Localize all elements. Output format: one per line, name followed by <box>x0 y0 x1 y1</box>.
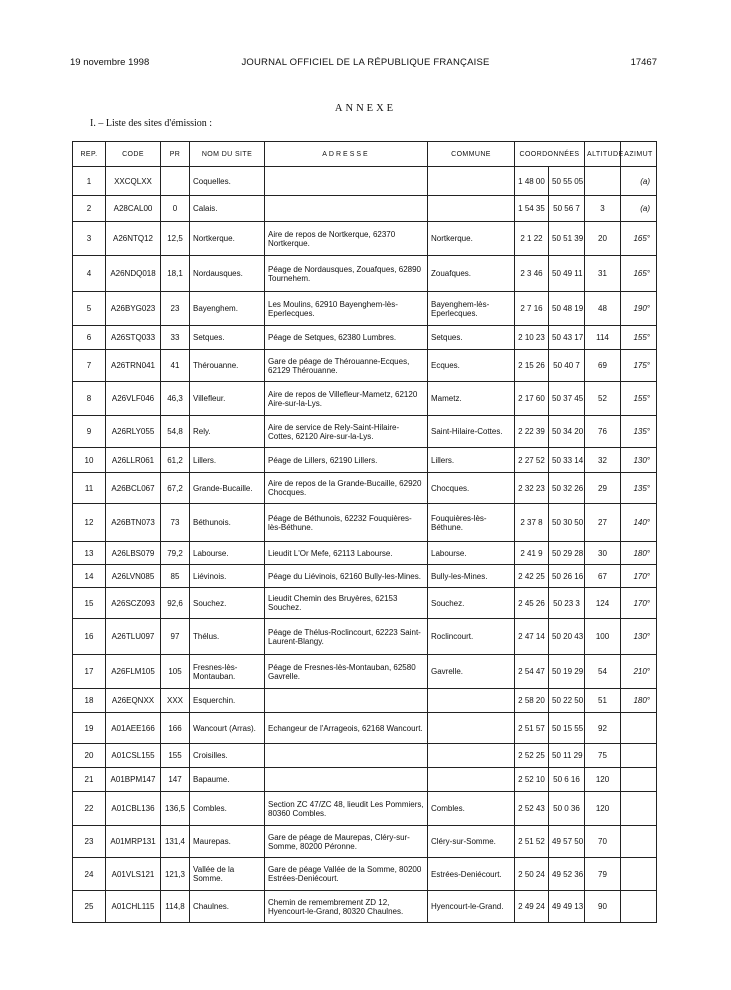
adresse-cell: Péage de Thélus-Roclincourt, 62223 Saint-Laurent-Blangy. <box>265 619 428 655</box>
table-row <box>73 196 657 222</box>
latitude-cell: 50 20 43 <box>549 619 585 655</box>
commune-cell: Roclincourt. <box>428 619 515 655</box>
latitude-cell: 50 37 45 <box>549 382 585 416</box>
rep-cell: 22 <box>73 792 106 826</box>
azimut-cell <box>621 768 657 792</box>
rep-cell: 9 <box>73 416 106 448</box>
table-row <box>73 689 657 713</box>
commune-cell: Chocques. <box>428 473 515 504</box>
rep-cell: 11 <box>73 473 106 504</box>
azimut-cell <box>621 744 657 768</box>
commune-cell: Mametz. <box>428 382 515 416</box>
longitude-cell: 2 45 26 <box>515 588 549 619</box>
altitude-cell: 30 <box>585 542 621 565</box>
nom-cell: Lillers. <box>190 448 265 473</box>
nom-cell: Rely. <box>190 416 265 448</box>
latitude-cell: 50 56 7 <box>549 196 585 222</box>
table-row <box>73 858 657 891</box>
commune-cell: Labourse. <box>428 542 515 565</box>
commune-cell: Gavrelle. <box>428 655 515 689</box>
adresse-cell <box>265 167 428 196</box>
pr-cell: 67,2 <box>161 473 190 504</box>
azimut-cell: (a) <box>621 167 657 196</box>
longitude-cell: 2 47 14 <box>515 619 549 655</box>
adresse-cell: Aire de service de Rely-Saint-Hilaire-Cottes, 62120 Aire-sur-la-Lys. <box>265 416 428 448</box>
col-azimut: AZIMUT <box>621 142 657 167</box>
rep-cell: 18 <box>73 689 106 713</box>
code-cell: A01BPM147 <box>106 768 161 792</box>
pr-cell: 92,6 <box>161 588 190 619</box>
longitude-cell: 1 48 00 <box>515 167 549 196</box>
commune-cell: Bayenghem-lès-Eperlecques. <box>428 292 515 326</box>
longitude-cell: 2 7 16 <box>515 292 549 326</box>
commune-cell <box>428 768 515 792</box>
code-cell: A26BYG023 <box>106 292 161 326</box>
col-coordonnees: COORDONNÉES <box>515 142 585 167</box>
longitude-cell: 2 52 10 <box>515 768 549 792</box>
altitude-cell: 70 <box>585 826 621 858</box>
pr-cell: 155 <box>161 744 190 768</box>
adresse-cell: Aire de repos de la Grande-Bucaille, 62920 Chocques. <box>265 473 428 504</box>
latitude-cell: 50 29 28 <box>549 542 585 565</box>
col-commune: COMMUNE <box>428 142 515 167</box>
pr-cell: 166 <box>161 713 190 744</box>
commune-cell: Cléry-sur-Somme. <box>428 826 515 858</box>
annexe-title: ANNEXE <box>334 103 397 114</box>
code-cell: A01VLS121 <box>106 858 161 891</box>
azimut-cell: 165° <box>621 256 657 292</box>
latitude-cell: 50 43 17 <box>549 326 585 350</box>
rep-cell: 24 <box>73 858 106 891</box>
rep-cell: 25 <box>73 891 106 923</box>
azimut-cell: 155° <box>621 382 657 416</box>
pr-cell: 41 <box>161 350 190 382</box>
table-row <box>73 382 657 416</box>
nom-cell: Vallée de la Somme. <box>190 858 265 891</box>
adresse-cell: Péage du Liévinois, 62160 Bully-les-Mines. <box>265 565 428 588</box>
commune-cell: Nortkerque. <box>428 222 515 256</box>
nom-cell: Fresnes-lès-Montauban. <box>190 655 265 689</box>
azimut-cell: 165° <box>621 222 657 256</box>
rep-cell: 16 <box>73 619 106 655</box>
adresse-cell: Péage de Setques, 62380 Lumbres. <box>265 326 428 350</box>
pr-cell: 54,8 <box>161 416 190 448</box>
latitude-cell: 49 52 36 <box>549 858 585 891</box>
pr-cell: 114,8 <box>161 891 190 923</box>
rep-cell: 17 <box>73 655 106 689</box>
table-row <box>73 826 657 858</box>
azimut-cell <box>621 792 657 826</box>
nom-cell: Bayenghem. <box>190 292 265 326</box>
code-cell: A26NTQ12 <box>106 222 161 256</box>
table-row <box>73 542 657 565</box>
altitude-cell: 29 <box>585 473 621 504</box>
latitude-cell: 49 57 50 <box>549 826 585 858</box>
rep-cell: 7 <box>73 350 106 382</box>
code-cell: A26STQ033 <box>106 326 161 350</box>
longitude-cell: 2 51 52 <box>515 826 549 858</box>
azimut-cell <box>621 826 657 858</box>
code-cell: A01MRP131 <box>106 826 161 858</box>
pr-cell: 79,2 <box>161 542 190 565</box>
latitude-cell: 50 40 7 <box>549 350 585 382</box>
code-cell: A26NDQ018 <box>106 256 161 292</box>
altitude-cell <box>585 167 621 196</box>
table-row <box>73 713 657 744</box>
longitude-cell: 2 49 24 <box>515 891 549 923</box>
adresse-cell: Gare de péage de Maurepas, Cléry-sur-Somme, 80200 Péronne. <box>265 826 428 858</box>
adresse-cell: Gare de péage de Thérouanne-Ecques, 62129 Thérouanne. <box>265 350 428 382</box>
code-cell: A26BTN073 <box>106 504 161 542</box>
azimut-cell: 170° <box>621 565 657 588</box>
latitude-cell: 50 23 3 <box>549 588 585 619</box>
table-row <box>73 473 657 504</box>
azimut-cell <box>621 858 657 891</box>
altitude-cell: 51 <box>585 689 621 713</box>
latitude-cell: 50 22 50 <box>549 689 585 713</box>
azimut-cell: 155° <box>621 326 657 350</box>
pr-cell: 12,5 <box>161 222 190 256</box>
code-cell: A01CSL155 <box>106 744 161 768</box>
rep-cell: 2 <box>73 196 106 222</box>
pr-cell: 85 <box>161 565 190 588</box>
code-cell: A26TRN041 <box>106 350 161 382</box>
longitude-cell: 2 27 52 <box>515 448 549 473</box>
table-row <box>73 619 657 655</box>
longitude-cell: 2 17 60 <box>515 382 549 416</box>
journal-title: JOURNAL OFFICIEL DE LA RÉPUBLIQUE FRANÇAISE <box>241 57 490 68</box>
adresse-cell: Péage de Nordausques, Zouafques, 62890 Tournehem. <box>265 256 428 292</box>
table-row <box>73 565 657 588</box>
code-cell: A26EQNXX <box>106 689 161 713</box>
commune-cell: Bully-les-Mines. <box>428 565 515 588</box>
commune-cell: Saint-Hilaire-Cottes. <box>428 416 515 448</box>
header-date: 19 novembre 1998 <box>70 57 150 68</box>
latitude-cell: 50 19 29 <box>549 655 585 689</box>
altitude-cell: 76 <box>585 416 621 448</box>
table-row <box>73 448 657 473</box>
altitude-cell: 27 <box>585 504 621 542</box>
code-cell: A26RLY055 <box>106 416 161 448</box>
azimut-cell: 130° <box>621 448 657 473</box>
col-nom: NOM DU SITE <box>190 142 265 167</box>
commune-cell: Setques. <box>428 326 515 350</box>
commune-cell: Ecques. <box>428 350 515 382</box>
longitude-cell: 2 58 20 <box>515 689 549 713</box>
pr-cell: 97 <box>161 619 190 655</box>
azimut-cell: 180° <box>621 542 657 565</box>
table-row <box>73 588 657 619</box>
rep-cell: 14 <box>73 565 106 588</box>
commune-cell: Estrées-Deniécourt. <box>428 858 515 891</box>
commune-cell <box>428 713 515 744</box>
nom-cell: Coquelles. <box>190 167 265 196</box>
latitude-cell: 50 0 36 <box>549 792 585 826</box>
commune-cell: Zouafques. <box>428 256 515 292</box>
adresse-cell: Péage de Béthunois, 62232 Fouquières-lès-Béthune. <box>265 504 428 542</box>
azimut-cell: 190° <box>621 292 657 326</box>
azimut-cell: 180° <box>621 689 657 713</box>
code-cell: A26BCL067 <box>106 473 161 504</box>
altitude-cell: 100 <box>585 619 621 655</box>
altitude-cell: 79 <box>585 858 621 891</box>
latitude-cell: 50 51 39 <box>549 222 585 256</box>
rep-cell: 6 <box>73 326 106 350</box>
table-row <box>73 744 657 768</box>
adresse-cell: Echangeur de l'Arrageois, 62168 Wancourt. <box>265 713 428 744</box>
table-row <box>73 504 657 542</box>
nom-cell: Villefleur. <box>190 382 265 416</box>
adresse-cell: Aire de repos de Nortkerque, 62370 Nortkerque. <box>265 222 428 256</box>
longitude-cell: 2 52 25 <box>515 744 549 768</box>
pr-cell: 0 <box>161 196 190 222</box>
table-row <box>73 655 657 689</box>
longitude-cell: 2 42 25 <box>515 565 549 588</box>
nom-cell: Combles. <box>190 792 265 826</box>
rep-cell: 13 <box>73 542 106 565</box>
longitude-cell: 2 32 23 <box>515 473 549 504</box>
code-cell: XXCQLXX <box>106 167 161 196</box>
rep-cell: 8 <box>73 382 106 416</box>
code-cell: A26TLU097 <box>106 619 161 655</box>
adresse-cell: Aire de repos de Villefleur-Mametz, 62120 Aire-sur-la-Lys. <box>265 382 428 416</box>
list-title: I. – Liste des sites d'émission : <box>90 118 213 129</box>
nom-cell: Liévinois. <box>190 565 265 588</box>
table-row <box>73 891 657 923</box>
latitude-cell: 50 26 16 <box>549 565 585 588</box>
adresse-cell: Péage de Fresnes-lès-Montauban, 62580 Gavrelle. <box>265 655 428 689</box>
code-cell: A26LVN085 <box>106 565 161 588</box>
longitude-cell: 2 37 8 <box>515 504 549 542</box>
longitude-cell: 2 52 43 <box>515 792 549 826</box>
pr-cell: 61,2 <box>161 448 190 473</box>
azimut-cell: 135° <box>621 416 657 448</box>
commune-cell <box>428 744 515 768</box>
col-rep: REP. <box>73 142 106 167</box>
pr-cell: XXX <box>161 689 190 713</box>
table-row <box>73 416 657 448</box>
adresse-cell <box>265 744 428 768</box>
rep-cell: 5 <box>73 292 106 326</box>
pr-cell: 131,4 <box>161 826 190 858</box>
table-row <box>73 292 657 326</box>
altitude-cell: 124 <box>585 588 621 619</box>
adresse-cell <box>265 768 428 792</box>
longitude-cell: 2 54 47 <box>515 655 549 689</box>
pr-cell <box>161 167 190 196</box>
latitude-cell: 49 49 13 <box>549 891 585 923</box>
altitude-cell: 31 <box>585 256 621 292</box>
nom-cell: Calais. <box>190 196 265 222</box>
azimut-cell <box>621 891 657 923</box>
table-row <box>73 768 657 792</box>
nom-cell: Souchez. <box>190 588 265 619</box>
commune-cell: Fouquières-lès-Béthune. <box>428 504 515 542</box>
adresse-cell: Lieudit Chemin des Bruyères, 62153 Souchez. <box>265 588 428 619</box>
longitude-cell: 2 10 23 <box>515 326 549 350</box>
nom-cell: Croisilles. <box>190 744 265 768</box>
pr-cell: 33 <box>161 326 190 350</box>
rep-cell: 12 <box>73 504 106 542</box>
adresse-cell: Péage de Lillers, 62190 Lillers. <box>265 448 428 473</box>
rep-cell: 10 <box>73 448 106 473</box>
col-pr: PR <box>161 142 190 167</box>
latitude-cell: 50 49 11 <box>549 256 585 292</box>
nom-cell: Wancourt (Arras). <box>190 713 265 744</box>
code-cell: A26LLR061 <box>106 448 161 473</box>
code-cell: A01CBL136 <box>106 792 161 826</box>
longitude-cell: 2 22 39 <box>515 416 549 448</box>
latitude-cell: 50 33 14 <box>549 448 585 473</box>
nom-cell: Chaulnes. <box>190 891 265 923</box>
altitude-cell: 32 <box>585 448 621 473</box>
commune-cell <box>428 196 515 222</box>
altitude-cell: 54 <box>585 655 621 689</box>
code-cell: A26VLF046 <box>106 382 161 416</box>
azimut-cell: 140° <box>621 504 657 542</box>
latitude-cell: 50 48 19 <box>549 292 585 326</box>
longitude-cell: 2 1 22 <box>515 222 549 256</box>
altitude-cell: 52 <box>585 382 621 416</box>
nom-cell: Esquerchin. <box>190 689 265 713</box>
altitude-cell: 92 <box>585 713 621 744</box>
latitude-cell: 50 30 50 <box>549 504 585 542</box>
rep-cell: 1 <box>73 167 106 196</box>
col-altitude: ALTITUDE <box>585 142 621 167</box>
azimut-cell: 135° <box>621 473 657 504</box>
rep-cell: 23 <box>73 826 106 858</box>
longitude-cell: 2 3 46 <box>515 256 549 292</box>
code-cell: A01CHL115 <box>106 891 161 923</box>
latitude-cell: 50 11 29 <box>549 744 585 768</box>
azimut-cell: 130° <box>621 619 657 655</box>
latitude-cell: 50 15 55 <box>549 713 585 744</box>
nom-cell: Nortkerque. <box>190 222 265 256</box>
adresse-cell <box>265 689 428 713</box>
pr-cell: 73 <box>161 504 190 542</box>
sites-table <box>72 141 657 923</box>
longitude-cell: 2 15 26 <box>515 350 549 382</box>
longitude-cell: 2 50 24 <box>515 858 549 891</box>
code-cell: A01AEE166 <box>106 713 161 744</box>
adresse-cell <box>265 196 428 222</box>
commune-cell <box>428 167 515 196</box>
azimut-cell: (a) <box>621 196 657 222</box>
latitude-cell: 50 55 05 <box>549 167 585 196</box>
altitude-cell: 20 <box>585 222 621 256</box>
rep-cell: 21 <box>73 768 106 792</box>
table-header-row <box>73 142 657 167</box>
nom-cell: Setques. <box>190 326 265 350</box>
altitude-cell: 67 <box>585 565 621 588</box>
azimut-cell: 175° <box>621 350 657 382</box>
nom-cell: Maurepas. <box>190 826 265 858</box>
longitude-cell: 2 51 57 <box>515 713 549 744</box>
commune-cell: Hyencourt-le-Grand. <box>428 891 515 923</box>
pr-cell: 23 <box>161 292 190 326</box>
commune-cell: Lillers. <box>428 448 515 473</box>
table-row <box>73 792 657 826</box>
altitude-cell: 120 <box>585 768 621 792</box>
table-row <box>73 350 657 382</box>
longitude-cell: 2 41 9 <box>515 542 549 565</box>
pr-cell: 105 <box>161 655 190 689</box>
nom-cell: Nordausques. <box>190 256 265 292</box>
adresse-cell: Lieudit L'Or Mefe, 62113 Labourse. <box>265 542 428 565</box>
altitude-cell: 48 <box>585 292 621 326</box>
col-adresse: ADRESSE <box>265 142 428 167</box>
altitude-cell: 90 <box>585 891 621 923</box>
azimut-cell: 170° <box>621 588 657 619</box>
code-cell: A26SCZ093 <box>106 588 161 619</box>
latitude-cell: 50 32 26 <box>549 473 585 504</box>
rep-cell: 15 <box>73 588 106 619</box>
altitude-cell: 3 <box>585 196 621 222</box>
altitude-cell: 69 <box>585 350 621 382</box>
code-cell: A26LBS079 <box>106 542 161 565</box>
latitude-cell: 50 34 20 <box>549 416 585 448</box>
longitude-cell: 1 54 35 <box>515 196 549 222</box>
nom-cell: Bapaume. <box>190 768 265 792</box>
adresse-cell: Section ZC 47/ZC 48, lieudit Les Pommiers, 80360 Combles. <box>265 792 428 826</box>
pr-cell: 46,3 <box>161 382 190 416</box>
col-code: CODE <box>106 142 161 167</box>
code-cell: A26FLM105 <box>106 655 161 689</box>
rep-cell: 19 <box>73 713 106 744</box>
rep-cell: 4 <box>73 256 106 292</box>
commune-cell <box>428 689 515 713</box>
azimut-cell <box>621 713 657 744</box>
nom-cell: Thérouanne. <box>190 350 265 382</box>
altitude-cell: 75 <box>585 744 621 768</box>
table-row <box>73 167 657 196</box>
table-row <box>73 256 657 292</box>
commune-cell: Combles. <box>428 792 515 826</box>
page-number: 17467 <box>630 57 657 68</box>
commune-cell: Souchez. <box>428 588 515 619</box>
adresse-cell: Gare de péage Vallée de la Somme, 80200 Estrées-Deniécourt. <box>265 858 428 891</box>
code-cell: A28CAL00 <box>106 196 161 222</box>
nom-cell: Thélus. <box>190 619 265 655</box>
nom-cell: Béthunois. <box>190 504 265 542</box>
nom-cell: Grande-Bucaille. <box>190 473 265 504</box>
pr-cell: 121,3 <box>161 858 190 891</box>
pr-cell: 18,1 <box>161 256 190 292</box>
rep-cell: 3 <box>73 222 106 256</box>
latitude-cell: 50 6 16 <box>549 768 585 792</box>
altitude-cell: 114 <box>585 326 621 350</box>
altitude-cell: 120 <box>585 792 621 826</box>
azimut-cell: 210° <box>621 655 657 689</box>
nom-cell: Labourse. <box>190 542 265 565</box>
pr-cell: 147 <box>161 768 190 792</box>
table-row <box>73 222 657 256</box>
adresse-cell: Les Moulins, 62910 Bayenghem-lès-Eperlecques. <box>265 292 428 326</box>
adresse-cell: Chemin de remembrement ZD 12, Hyencourt-le-Grand, 80320 Chaulnes. <box>265 891 428 923</box>
pr-cell: 136,5 <box>161 792 190 826</box>
rep-cell: 20 <box>73 744 106 768</box>
table-row <box>73 326 657 350</box>
